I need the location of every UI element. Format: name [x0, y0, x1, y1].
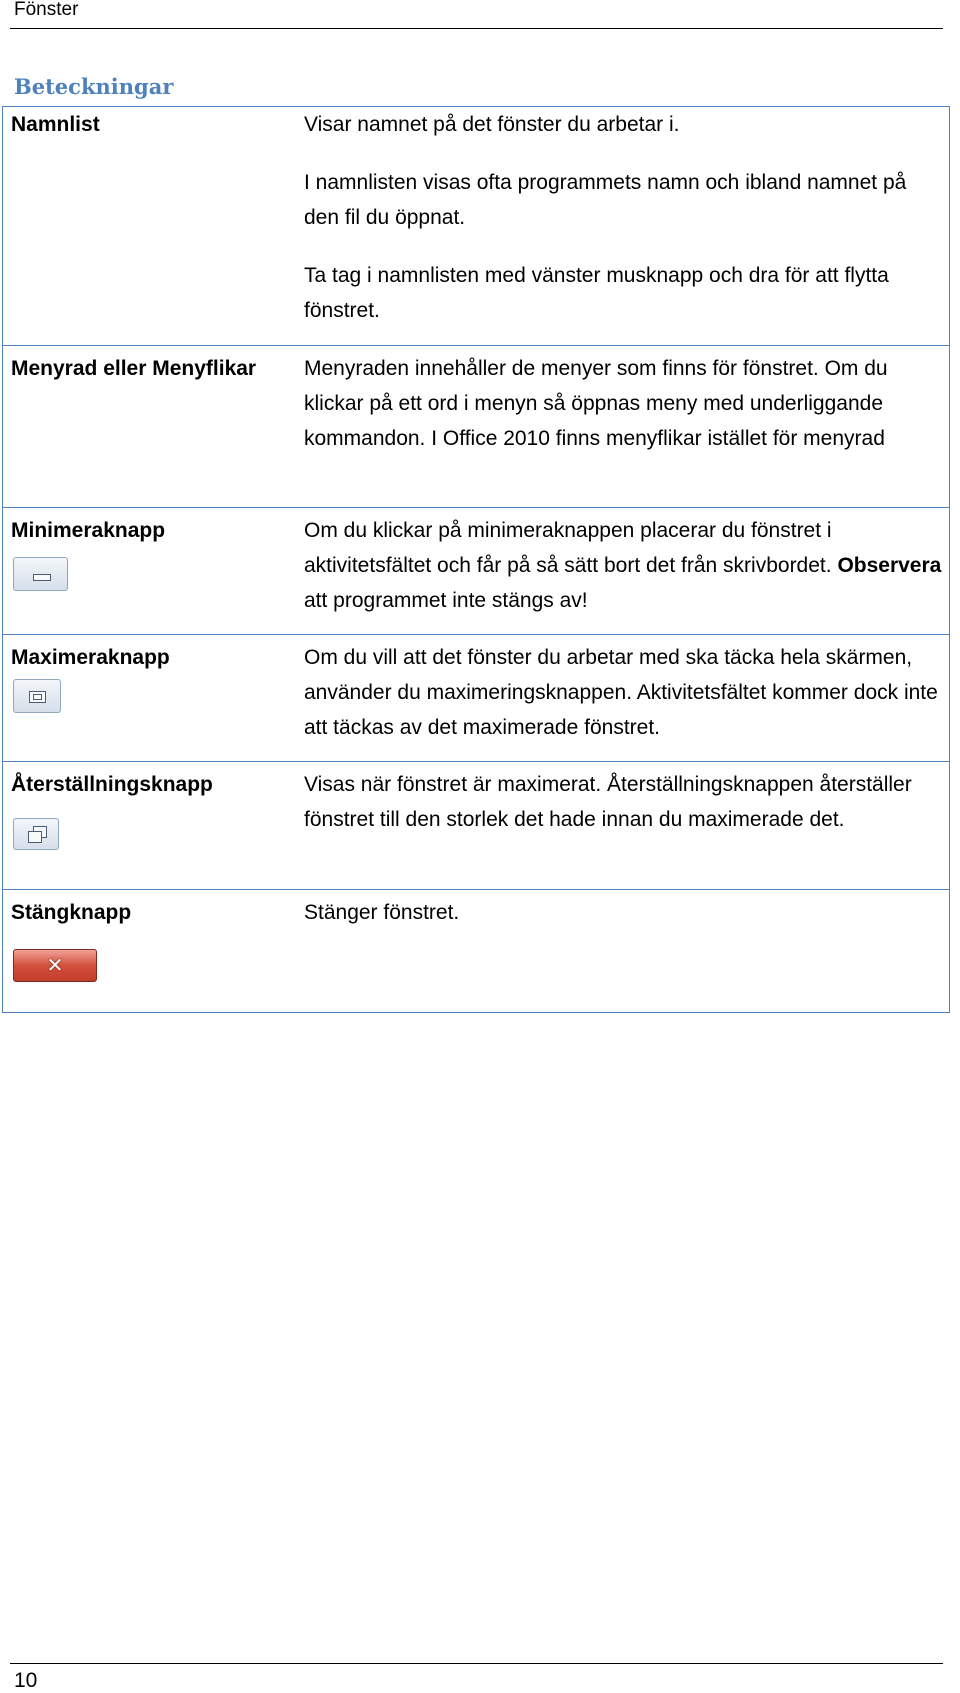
close-icon: [13, 949, 97, 982]
description-paragraph: Ta tag i namnlisten med vänster musknapp och dra för att flytta fönstret.: [304, 264, 889, 322]
term-label: Stängknapp: [11, 901, 132, 924]
description-paragraph: Stänger fönstret.: [304, 901, 460, 924]
table-row-stangknapp: [3, 889, 949, 1011]
footer-divider: [10, 1663, 943, 1664]
term-description: [304, 513, 944, 618]
description-paragraph: I namnlisten visas ofta programmets namn och ibland namnet på den fil du öppnat.: [304, 171, 907, 229]
table-row-aterstallningsknapp: [3, 761, 949, 889]
term-label: Minimeraknapp: [11, 519, 166, 542]
emphasis-text: Observera: [837, 554, 942, 577]
header-divider: [10, 28, 943, 29]
description-paragraph: Visas när fönstret är maximerat. Återställningsknappen återställer fönstret till den storlek det hade innan du maximerade det.: [304, 773, 912, 831]
table-row-menyrad: [3, 345, 949, 507]
term-description: [304, 640, 944, 745]
description-paragraph: [304, 513, 944, 618]
term-description: [304, 107, 944, 328]
description-text: att programmet inte stängs av!: [304, 589, 588, 612]
section-heading: Beteckningar: [14, 74, 174, 99]
running-header: Fönster: [14, 0, 79, 20]
close-glyph: ✕: [46, 953, 64, 977]
term-label: Menyrad eller Menyflikar: [11, 357, 257, 380]
table-row-maximeraknapp: [3, 634, 949, 761]
page-number: 10: [14, 1669, 38, 1692]
table-row-minimeraknapp: [3, 507, 949, 634]
term-label: Återställningsknapp: [11, 773, 213, 796]
term-description: [304, 767, 944, 837]
term-description: [304, 895, 944, 930]
term-label: Maximeraknapp: [11, 646, 170, 669]
term-label: Namnlist: [11, 113, 100, 136]
restore-glyph-front: [28, 831, 42, 843]
maximize-icon: [13, 679, 61, 713]
description-paragraph: Visar namnet på det fönster du arbetar i.: [304, 113, 680, 136]
definitions-table: [2, 106, 950, 1013]
description-text: Om du klickar på minimeraknappen placerar du fönstret i aktivitetsfältet och får på så sätt bort det från skrivbordet.: [304, 519, 832, 577]
table-row-namnlist: [3, 107, 949, 331]
description-paragraph: Menyraden innehåller de menyer som finns för fönstret. Om du klickar på ett ord i menyn så öppnas meny med underliggande kommandon. I Office 2010 finns menyflikar istället för menyrad: [304, 357, 888, 450]
description-paragraph: Om du vill att det fönster du arbetar med ska täcka hela skärmen, använder du maximeringsknappen. Aktivitetsfältet kommer dock inte att täckas av det maximerade fönstret.: [304, 646, 938, 739]
term-description: [304, 351, 944, 456]
minimize-icon: [13, 557, 68, 591]
minimize-glyph: [33, 574, 51, 581]
maximize-glyph: [29, 691, 46, 703]
restore-icon: [13, 818, 59, 850]
